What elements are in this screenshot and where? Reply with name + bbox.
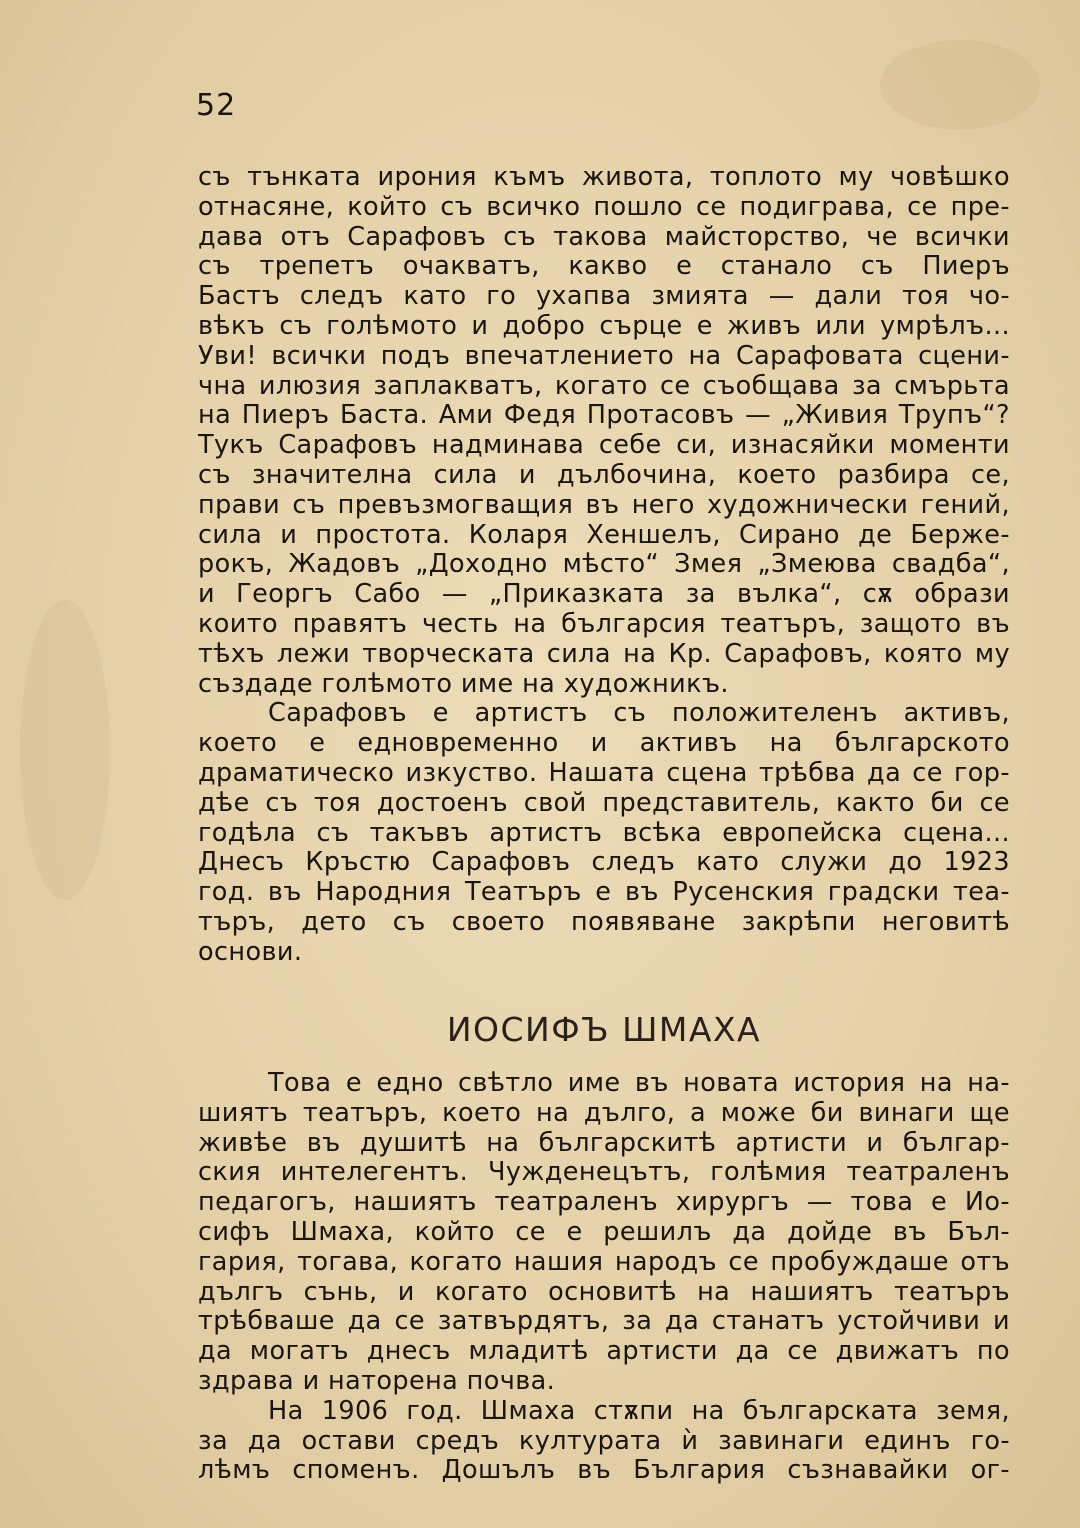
text-line: На 1906 год. Шмаха стѫпи на българската земя, bbox=[268, 1395, 1010, 1426]
paper-stain bbox=[880, 40, 1040, 130]
text-line: ския интелегентъ. Чужденецътъ, голѣмия театраленъ bbox=[198, 1157, 1010, 1188]
text-line: Това е едно свѣтло име въ новата история на на- bbox=[268, 1068, 1010, 1098]
text-line: съ трепетъ очакватъ, какво е станало съ Пиеръ bbox=[198, 251, 1010, 282]
text-line: търъ, дето съ своето появяване закрѣпи неговитѣ bbox=[198, 906, 1010, 937]
text-line: прави съ превъзмогващия въ него художнически гений, bbox=[198, 489, 1010, 520]
text-line: сифъ Шмаха, който се е решилъ да дойде въ Бъл- bbox=[198, 1216, 1010, 1247]
text-line: отнасяне, който съ всичко пошло се подиграва, се пре- bbox=[198, 191, 1010, 222]
text-line: Сарафовъ е артистъ съ положителенъ активъ, bbox=[268, 698, 1010, 729]
text-line: съ тънката ирония къмъ живота, топлото му човѣшко bbox=[198, 162, 1010, 192]
text-line: създаде голѣмото име на художникъ. bbox=[198, 668, 729, 699]
text-line: да могатъ днесъ младитѣ артисти да се движатъ по bbox=[198, 1336, 1010, 1367]
text-line: основи. bbox=[198, 936, 303, 967]
text-line: рокъ, Жадовъ „Доходно мѣсто“ Змея „Змеюва свадба“, bbox=[198, 549, 1010, 580]
text-line: дългъ сънь, и когато основитѣ на нашиятъ театъръ bbox=[198, 1276, 1010, 1307]
text-line: Тукъ Сарафовъ надминава себе си, изнасяйки моменти bbox=[198, 430, 1010, 461]
text-line: педагогъ, нашиятъ театраленъ хирургъ — това е Ио- bbox=[198, 1187, 1010, 1218]
text-line: Бастъ следъ като го ухапва змията — дали тоя чо- bbox=[198, 281, 1010, 312]
text-line: чна илюзия заплакватъ, когато се съобщава за смърьта bbox=[198, 370, 1010, 401]
text-line: шиятъ театъръ, което на дълго, а може би винаги ще bbox=[198, 1097, 1010, 1128]
text-line: сила и простота. Коларя Хеншелъ, Сирано де Берже- bbox=[198, 519, 1010, 550]
text-line: лѣмъ споменъ. Дошълъ въ България съзнавайки ог- bbox=[198, 1455, 1010, 1486]
text-section-shmaha bbox=[198, 1069, 1010, 1486]
text-line: трѣбваше да се затвърдятъ, за да станатъ устойчиви и bbox=[198, 1306, 1010, 1337]
text-line: год. въ Народния Театъръ е въ Русенския градски теа- bbox=[198, 877, 1010, 908]
paper-stain bbox=[20, 600, 110, 900]
text-line: здрава и наторена почва. bbox=[198, 1365, 556, 1396]
text-line: дава отъ Сарафовъ съ такова майсторство, че всички bbox=[198, 221, 1010, 252]
section-heading: ИОСИФЪ ШМАХА bbox=[446, 1010, 762, 1049]
text-line: и Георгъ Сабо — „Приказката за вълка“, сѫ образи bbox=[198, 579, 1010, 610]
text-line: вѣкъ съ голѣмото и добро сърце е живъ или умрѣлъ... bbox=[198, 310, 1010, 341]
text-line: живѣе въ душитѣ на българскитѣ артисти и българ- bbox=[198, 1127, 1010, 1158]
text-line: на Пиеръ Баста. Ами Федя Протасовъ — „Живия Трупъ“? bbox=[198, 400, 1010, 431]
text-line: за да остави средъ културата ѝ завинаги единъ го- bbox=[198, 1425, 1010, 1456]
text-line: съ значителна сила и дълбочина, което разбира се, bbox=[198, 459, 1010, 490]
text-line: гария, тогава, когато нашия народъ се пробуждаше отъ bbox=[198, 1246, 1010, 1277]
text-line: дѣе съ тоя достоенъ свой представитель, както би се bbox=[198, 787, 1010, 818]
text-line: което е едновременно и активъ на българското bbox=[198, 728, 1010, 759]
text-line: Днесъ Кръстю Сарафовъ следъ като служи до 1923 bbox=[198, 847, 1010, 878]
text-line: годѣла съ такъвъ артистъ всѣка европейска сцена... bbox=[198, 817, 1010, 848]
text-line: Уви! всички подъ впечатлението на Сарафовата сцени- bbox=[198, 340, 1010, 371]
text-section-sarafov bbox=[198, 163, 1010, 968]
text-line: които правятъ честь на българсия театъръ, защото въ bbox=[198, 608, 1010, 639]
text-line: драматическо изкуство. Нашата сцена трѣбва да се гор- bbox=[198, 757, 1010, 788]
page-number: 52 bbox=[196, 88, 237, 123]
text-line: тѣхъ лежи творческата сила на Кр. Сарафовъ, която му bbox=[198, 638, 1010, 669]
